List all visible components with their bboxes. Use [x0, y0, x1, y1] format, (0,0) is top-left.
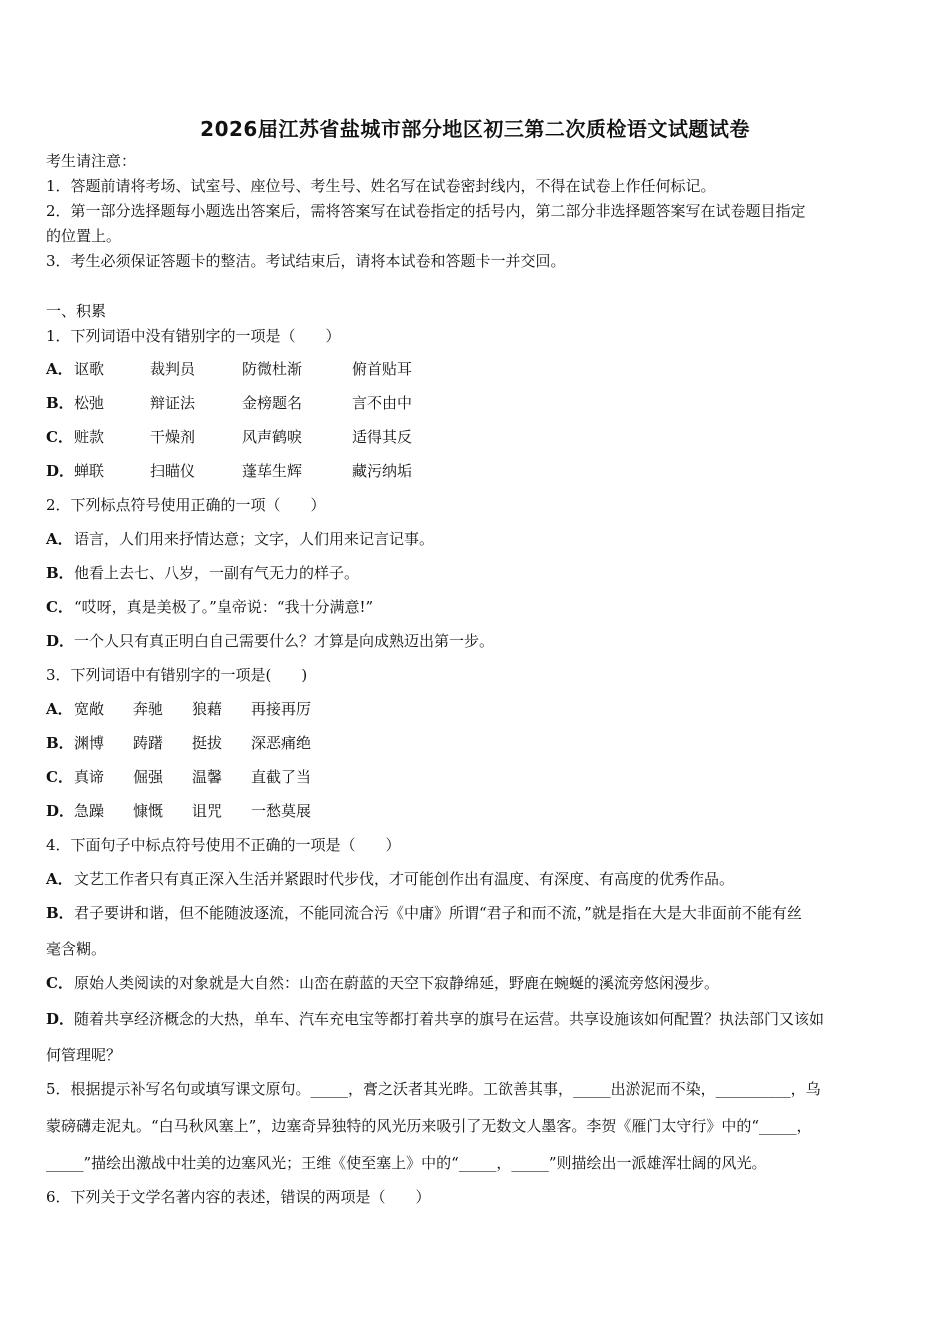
q5-text: ， — [496, 1154, 512, 1172]
option-word: 急躁 — [74, 802, 105, 820]
option-word: 风声鹤唳 — [242, 428, 303, 446]
option-label: A． — [46, 360, 73, 378]
answer-blank[interactable]: _____ — [759, 1117, 797, 1135]
answer-blank[interactable]: _____ — [458, 1154, 497, 1172]
option-label: C． — [46, 974, 73, 992]
question-stem: 1．下列词语中没有错别字的一项是（ ） — [46, 327, 341, 345]
q4-option-b-cont: 毫含糊。 — [46, 940, 107, 958]
q1-option-c — [46, 426, 412, 448]
option-label: D． — [46, 462, 75, 480]
option-label: C． — [46, 428, 73, 446]
q3-option-a — [46, 698, 311, 720]
option-word: 一愁莫展 — [251, 802, 312, 820]
q5-text: ”则描绘出一派雄浑壮阔的风光。 — [548, 1154, 767, 1172]
option-label: A． — [46, 700, 73, 718]
option-word: 干燥剂 — [150, 428, 196, 446]
option-label: A． — [46, 530, 73, 548]
option-word: 诅咒 — [192, 802, 223, 820]
option-text: “哎呀，真是美极了。”皇帝说：“我十分满意!” — [74, 598, 374, 616]
answer-blank[interactable]: _____ — [573, 1080, 611, 1098]
question-stem: 3．下列词语中有错别字的一项是( ) — [46, 666, 308, 684]
option-text: 语言，人们用来抒情达意；文字，人们用来记言记事。 — [74, 530, 435, 548]
option-word: 温馨 — [192, 768, 223, 786]
option-word: 慷慨 — [133, 802, 164, 820]
option-word: 挺拔 — [192, 734, 223, 752]
option-text: 君子要讲和谐，但不能随波逐流，不能同流合污《中庸》所谓“君子和而不流，”就是指在大是大非面前不能有丝 — [74, 904, 802, 922]
q5-text: 蒙磅礴走泥丸。“白马秋风塞上”，边塞奇异独特的风光历来吸引了无数文人墨客。李贺《雁门太守行》中的“ — [46, 1117, 760, 1135]
q5-line-1 — [46, 1078, 821, 1100]
option-text: 随着共享经济概念的大热，单车、汽车充电宝等都打着共享的旗号在运营。共享设施该如何配置？执法部门又该如 — [74, 1010, 825, 1028]
option-text: 原始人类阅读的对象就是大自然：山峦在蔚蓝的天空下寂静绵延，野鹿在蜿蜒的溪流旁悠闲漫步。 — [74, 974, 720, 992]
option-label: D． — [46, 802, 75, 820]
option-word: 真谛 — [74, 768, 105, 786]
section-heading: 一、积累 — [46, 302, 107, 320]
option-label: C． — [46, 598, 73, 616]
option-text: 文艺工作者只有真正深入生活并紧跟时代步伐，才可能创作出有温度、有深度、有高度的优秀作品。 — [74, 870, 735, 888]
option-word: 适得其反 — [352, 428, 413, 446]
notice-item: 3．考生必须保证答题卡的整洁。考试结束后，请将本试卷和答题卡一并交回。 — [46, 252, 566, 270]
question-stem: 6．下列关于文学名著内容的表述，错误的两项是（ ） — [46, 1188, 431, 1206]
question-stem: 2．下列标点符号使用正确的一项（ ） — [46, 496, 326, 514]
option-word: 防微杜渐 — [242, 360, 303, 378]
q2-option-a — [46, 528, 434, 550]
option-word: 宽敞 — [74, 700, 105, 718]
option-word: 蝉联 — [74, 462, 105, 480]
q4-option-b — [46, 902, 802, 924]
q1-option-b — [46, 392, 412, 414]
option-word: 言不由中 — [352, 394, 413, 412]
question-stem: 4．下面句子中标点符号使用不正确的一项是（ ） — [46, 836, 401, 854]
q3-option-d — [46, 800, 311, 822]
q5-text: 5．根据提示补写名句或填写课文原句。 — [46, 1080, 311, 1098]
option-word: 藏污纳垢 — [352, 462, 413, 480]
q5-line-2 — [46, 1115, 812, 1137]
option-label: B． — [46, 904, 74, 922]
option-word: 狼藉 — [192, 700, 223, 718]
q5-line-3 — [46, 1152, 767, 1174]
q1-option-d — [46, 460, 412, 482]
option-label: D． — [46, 632, 75, 650]
q5-text: 出淤泥而不染， — [610, 1080, 716, 1098]
option-label: C． — [46, 768, 73, 786]
answer-blank[interactable]: _____ — [46, 1154, 84, 1172]
option-label: D． — [46, 1010, 75, 1028]
option-text: 一个人只有真正明白自己需要什么？才算是向成熟迈出第一步。 — [74, 632, 495, 650]
q2-option-b — [46, 562, 359, 584]
q5-text: ，膏之沃者其光晔。工欲善其事， — [348, 1080, 574, 1098]
notice-item: 2．第一部分选择题每小题选出答案后，需将答案写在试卷指定的括号内，第二部分非选择题答案写在试卷题目指定 — [46, 202, 806, 220]
q3-option-c — [46, 766, 311, 788]
option-word: 松弛 — [74, 394, 105, 412]
option-word: 金榜题名 — [242, 394, 303, 412]
q2-option-c — [46, 596, 373, 618]
q3-option-b — [46, 732, 311, 754]
answer-blank[interactable]: _____ — [511, 1154, 549, 1172]
answer-blank[interactable]: _____ — [310, 1080, 349, 1098]
q1-option-a — [46, 358, 412, 380]
notice-item: 的位置上。 — [46, 227, 122, 245]
answer-blank[interactable]: __________ — [715, 1080, 791, 1098]
option-word: 深恶痛绝 — [251, 734, 312, 752]
q5-text: ，乌 — [790, 1080, 821, 1098]
q5-text: ， — [796, 1117, 812, 1135]
q2-option-d — [46, 630, 494, 652]
option-word: 扫瞄仪 — [150, 462, 196, 480]
option-word: 再接再厉 — [251, 700, 312, 718]
q4-option-d-cont: 何管理呢？ — [46, 1046, 122, 1064]
option-label: B． — [46, 394, 74, 412]
notice-item: 1．答题前请将考场、试室号、座位号、考生号、姓名写在试卷密封线内，不得在试卷上作任何标记。 — [46, 177, 716, 195]
option-text: 他看上去七、八岁，一副有气无力的样子。 — [74, 564, 360, 582]
q4-option-d — [46, 1008, 824, 1030]
option-word: 裁判员 — [150, 360, 196, 378]
option-label: B． — [46, 734, 74, 752]
option-word: 赃款 — [74, 428, 105, 446]
exam-title: 2026届江苏省盐城市部分地区初三第二次质检语文试题试卷 — [200, 117, 750, 141]
option-word: 俯首贴耳 — [352, 360, 413, 378]
notice-heading: 考生请注意： — [46, 152, 137, 170]
option-label: B． — [46, 564, 74, 582]
option-label: A． — [46, 870, 73, 888]
option-word: 倔强 — [133, 768, 164, 786]
q4-option-a — [46, 868, 734, 890]
q5-text: ”描绘出激战中壮美的边塞风光；王维《使至塞上》中的“ — [83, 1154, 459, 1172]
option-word: 踌躇 — [133, 734, 164, 752]
option-word: 渊博 — [74, 734, 105, 752]
q4-option-c — [46, 972, 719, 994]
option-word: 蓬荜生辉 — [242, 462, 303, 480]
option-word: 讴歌 — [74, 360, 105, 378]
option-word: 直截了当 — [251, 768, 312, 786]
option-word: 奔驰 — [133, 700, 164, 718]
option-word: 辩证法 — [150, 394, 196, 412]
